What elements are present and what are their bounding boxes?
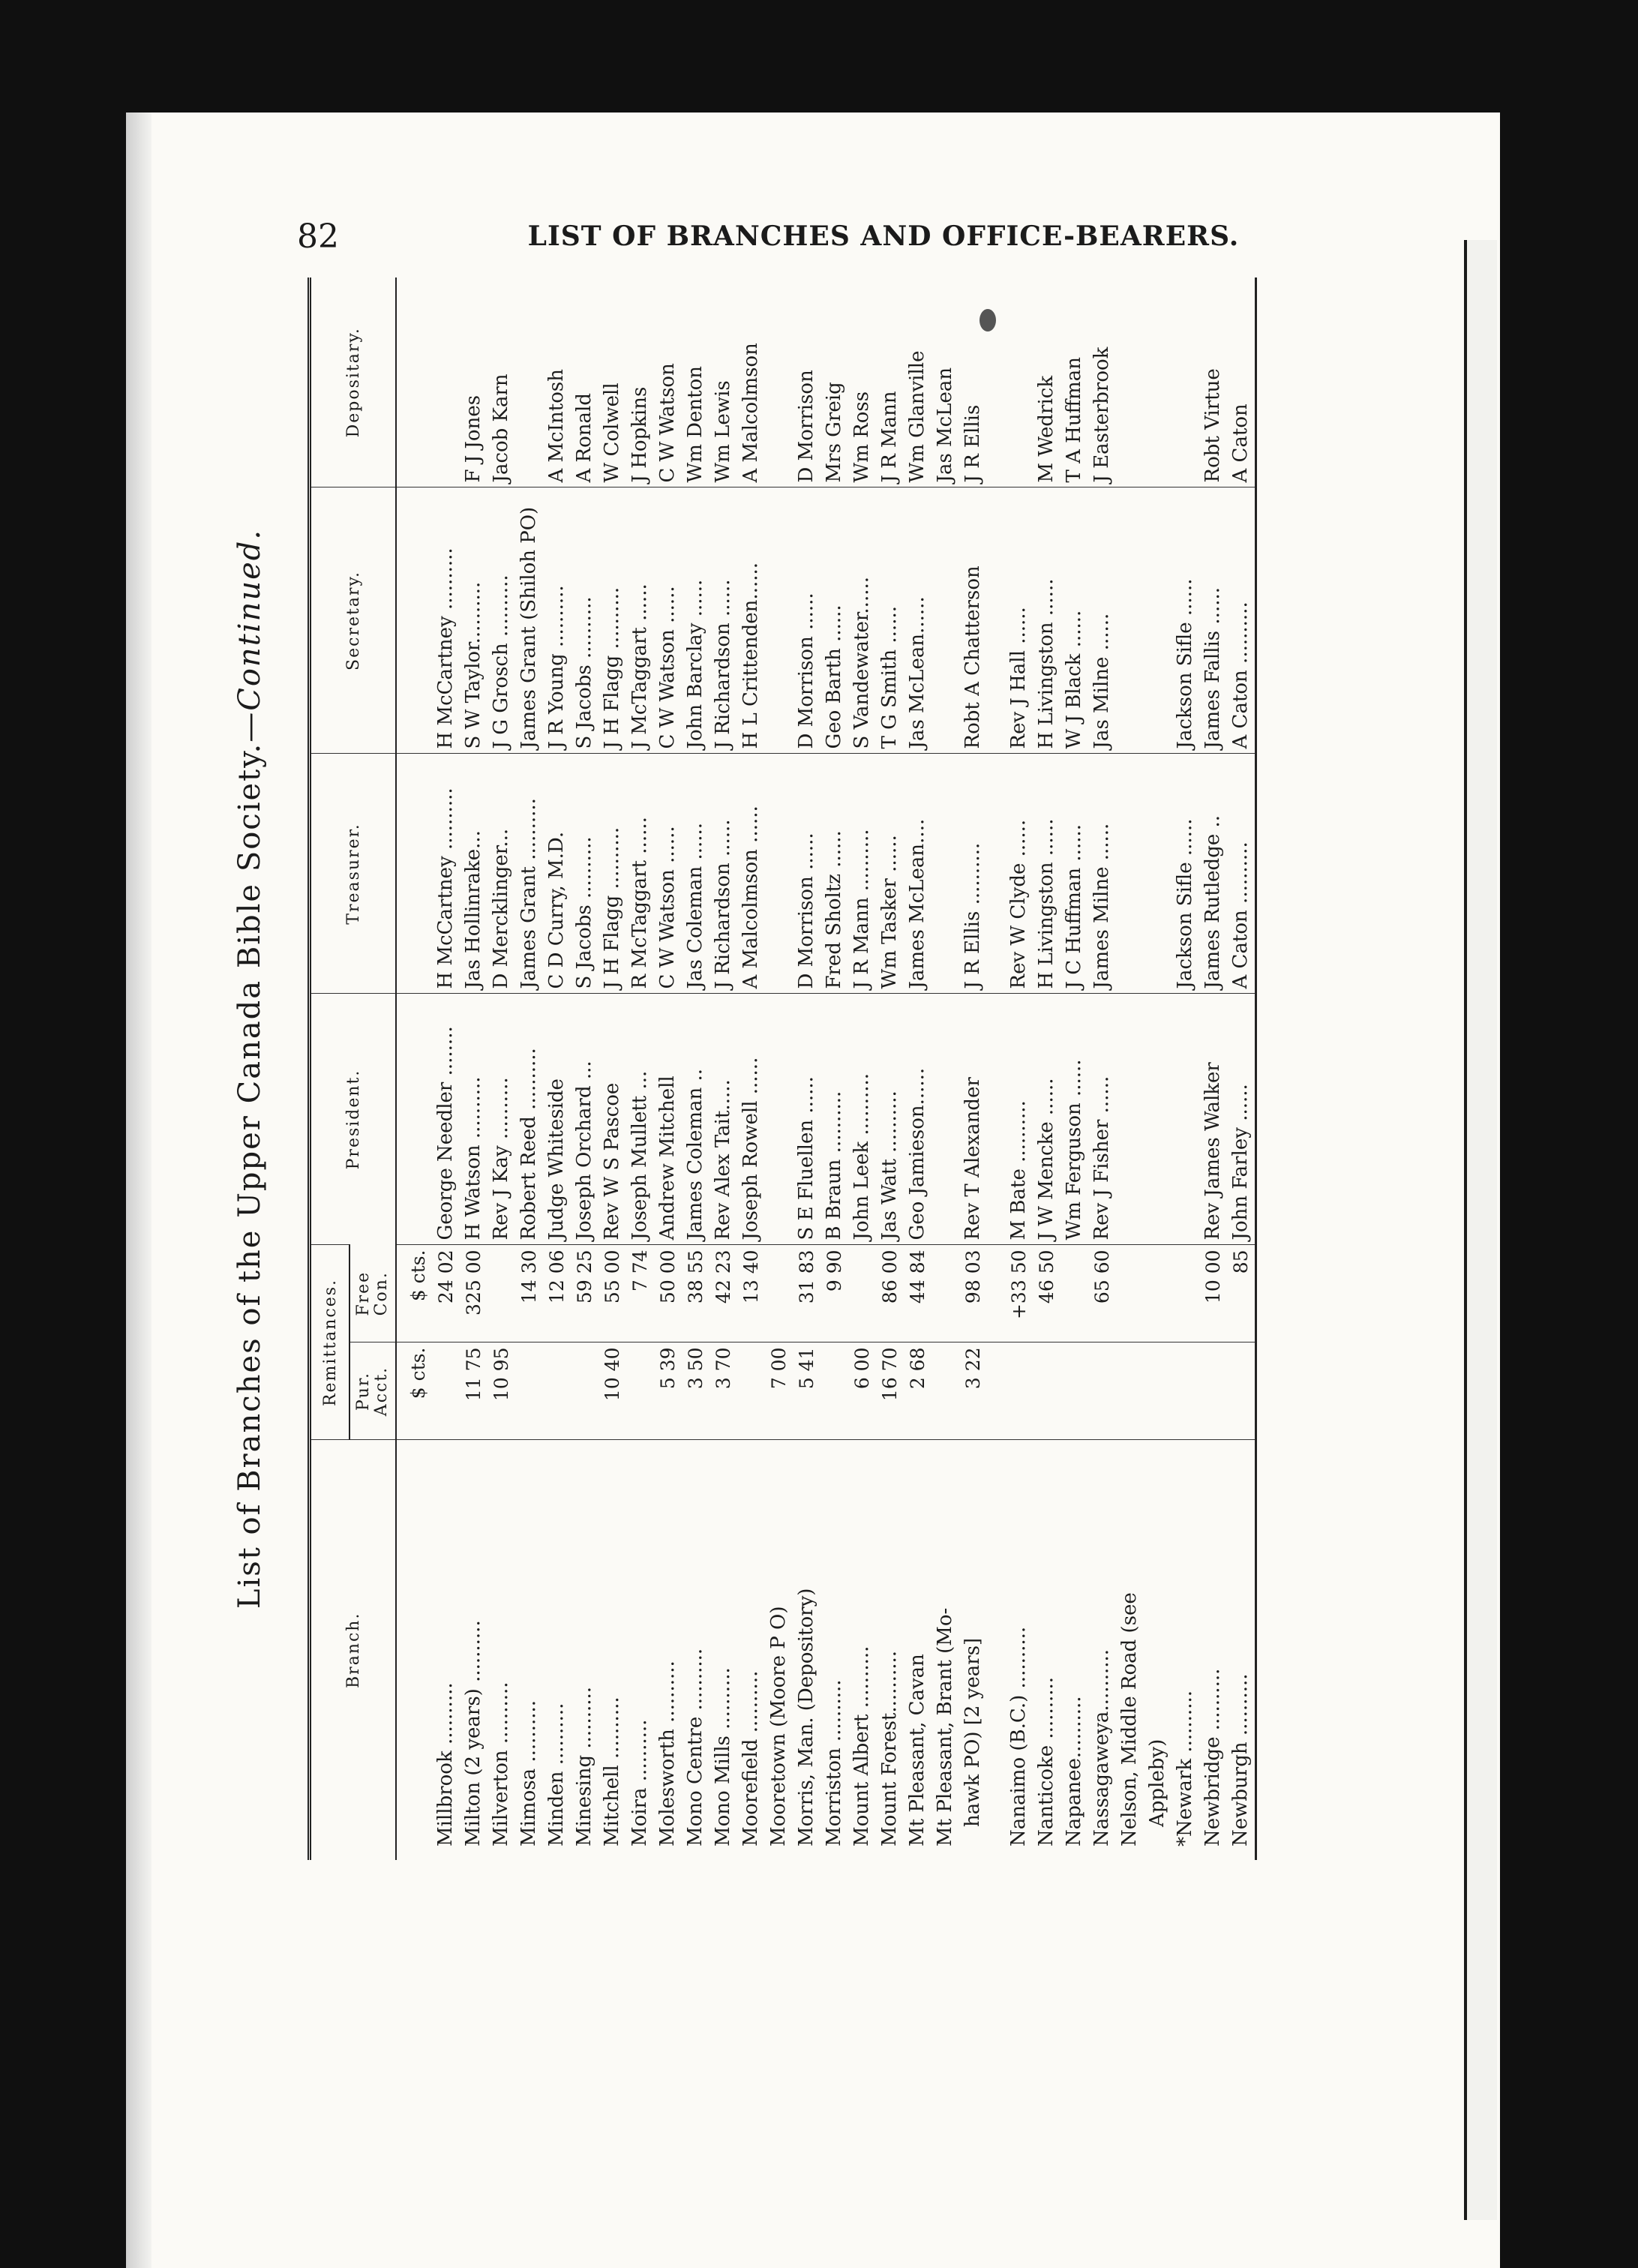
president-cell: Joseph Mullett ...	[626, 994, 654, 1245]
pur-acct-cell	[1199, 1342, 1227, 1440]
secretary-cell: J McTaggart ......	[626, 488, 654, 754]
treasurer-cell: H Livingston ......	[1033, 754, 1060, 994]
table-row	[1005, 278, 1033, 1860]
president-cell: Rev J Fisher ......	[1088, 994, 1116, 1245]
pur-acct-cell	[737, 1342, 765, 1440]
treasurer-cell: Jas Coleman ......	[682, 754, 710, 994]
president-cell: H Watson ..........	[460, 994, 488, 1245]
free-con-cell: $ cts.	[396, 1245, 432, 1342]
branch-cell: Mooretown (Moore P O)	[765, 1440, 793, 1860]
header-pur-acct: Pur. Acct.	[350, 1342, 396, 1440]
pur-acct-cell	[820, 1342, 848, 1440]
branch-cell: *Newark ..........	[1172, 1440, 1199, 1860]
free-con-cell: 85	[1227, 1245, 1256, 1342]
secretary-cell: D Morrison ......	[793, 488, 820, 754]
depositary-cell: M Wedrick	[1035, 375, 1058, 483]
treasurer-cell: C D Curry, M.D.	[543, 754, 571, 994]
table-row	[1144, 278, 1172, 1860]
secretary-cell: S W Taylor..........	[460, 488, 488, 754]
branch-cell: Mimosa ..........	[515, 1440, 543, 1860]
header-secretary: Secretary.	[310, 488, 397, 754]
branch-cell: Mount Albert ..........	[848, 1440, 876, 1860]
table-row	[737, 278, 765, 1860]
pur-acct-cell: 10 95	[488, 1342, 515, 1440]
pur-acct-cell	[543, 1342, 571, 1440]
depositary-cell: Wm Lewis	[712, 380, 735, 483]
secretary-cell: Robt A Chatterson	[959, 488, 987, 754]
treasurer-cell	[1116, 754, 1144, 994]
table-title	[232, 278, 267, 1860]
free-con-cell: 55 00	[598, 1245, 626, 1342]
president-cell: Rev W S Pascoe	[598, 994, 626, 1245]
pur-acct-cell: 3 22	[959, 1342, 987, 1440]
treasurer-cell: Fred Sholtz ......	[820, 754, 848, 994]
running-head: LIST OF BRANCHES AND OFFICE-BEARERS.	[527, 220, 1240, 252]
president-cell	[987, 994, 1005, 1245]
treasurer-cell: Jas Hollinrake...	[460, 754, 488, 994]
header-remittances: Remittances.	[310, 1245, 350, 1440]
depositary-cell: A McIntosh	[545, 369, 568, 483]
table-row	[432, 278, 460, 1860]
free-con-cell	[987, 1245, 1005, 1342]
depositary-cell: Wm Denton	[684, 366, 707, 483]
treasurer-cell: James Milne ......	[1088, 754, 1116, 994]
pur-acct-cell	[626, 1342, 654, 1440]
branch-cell: Mitchell ..........	[598, 1440, 626, 1860]
free-con-cell: 9 90	[820, 1245, 848, 1342]
depositary-cell: D Morrison	[795, 370, 818, 483]
pur-acct-cell: 5 39	[654, 1342, 682, 1440]
treasurer-cell: James McLean....	[904, 754, 932, 994]
pur-acct-cell: 11 75	[460, 1342, 488, 1440]
pur-acct-cell	[1060, 1342, 1088, 1440]
table-row	[654, 278, 682, 1860]
secretary-cell: Jas Milne ......	[1088, 488, 1116, 754]
secretary-cell: S Vandewater......	[848, 488, 876, 754]
depositary-cell: A Malcolmson	[740, 343, 763, 483]
depositary-cell	[765, 278, 793, 488]
depositary-cell: Mrs Greig	[823, 382, 846, 483]
table-title-text: List of Branches of the Upper Canada Bible Society.	[232, 742, 267, 1610]
rotated-table-block	[232, 278, 1252, 1860]
president-cell: M Bate ..........	[1005, 994, 1033, 1245]
president-cell: John Farley ......	[1227, 994, 1256, 1245]
treasurer-cell: Rev W Clyde ......	[1005, 754, 1033, 994]
depositary-cell: T A Huffman	[1063, 357, 1086, 483]
free-con-cell: 10 00	[1199, 1245, 1227, 1342]
pur-acct-cell	[1033, 1342, 1060, 1440]
secretary-cell: Rev J Hall ......	[1005, 488, 1033, 754]
branch-cell: Nanaimo (B.C.) ..........	[1005, 1440, 1033, 1860]
depositary-cell: Robt Virtue	[1202, 368, 1225, 483]
free-con-cell: 12 06	[543, 1245, 571, 1342]
table-row	[820, 278, 848, 1860]
branch-cell	[396, 1440, 432, 1860]
pur-acct-cell: 3 70	[710, 1342, 737, 1440]
pur-acct-cell	[1116, 1342, 1144, 1440]
header-treasurer: Treasurer.	[310, 754, 397, 994]
branch-cell: Mono Centre ..........	[682, 1440, 710, 1860]
free-con-cell	[765, 1245, 793, 1342]
treasurer-cell: Wm Tasker ......	[876, 754, 904, 994]
depositary-cell: Jacob Karn	[490, 374, 513, 483]
branch-cell: Mono Mills ..........	[710, 1440, 737, 1860]
secretary-cell: Jas McLean......	[904, 488, 932, 754]
free-con-cell: 14 30	[515, 1245, 543, 1342]
free-con-cell: 7 74	[626, 1245, 654, 1342]
treasurer-cell: D Mercklinger...	[488, 754, 515, 994]
pur-acct-cell: 10 40	[598, 1342, 626, 1440]
president-cell: Robert Reed ..........	[515, 994, 543, 1245]
president-cell	[396, 994, 432, 1245]
pur-acct-cell: 2 68	[904, 1342, 932, 1440]
pur-acct-cell: 6 00	[848, 1342, 876, 1440]
president-cell: Rev James Walker	[1199, 994, 1227, 1245]
treasurer-cell: J C Huffman ......	[1060, 754, 1088, 994]
branch-cell: Mt Pleasant, Cavan	[904, 1440, 932, 1860]
secretary-cell	[765, 488, 793, 754]
secretary-cell: J R Young ..........	[543, 488, 571, 754]
table-row	[1088, 278, 1116, 1860]
secretary-cell: C W Watson ......	[654, 488, 682, 754]
depositary-cell: J Hopkins	[628, 386, 652, 483]
free-con-cell: 50 00	[654, 1245, 682, 1342]
secretary-cell: Jackson Sifle ......	[1172, 488, 1199, 754]
table-row	[876, 278, 904, 1860]
secretary-cell: S Jacobs ..........	[571, 488, 598, 754]
secretary-cell: J H Flagg ..........	[598, 488, 626, 754]
header-depositary: Depositary.	[310, 278, 397, 488]
secretary-cell: James Grant (Shiloh PO)	[515, 488, 543, 754]
depositary-cell: C W Watson	[656, 363, 680, 483]
free-con-cell: 44 84	[904, 1245, 932, 1342]
pur-acct-cell: 5 41	[793, 1342, 820, 1440]
table-row	[793, 278, 820, 1860]
pur-acct-cell: 3 50	[682, 1342, 710, 1440]
table-row	[1033, 278, 1060, 1860]
free-con-cell: 59 25	[571, 1245, 598, 1342]
free-con-cell: 46 50	[1033, 1245, 1060, 1342]
president-cell: Rev Alex Tait.....	[710, 994, 737, 1245]
header-president: President.	[310, 994, 397, 1245]
depositary-cell	[515, 278, 543, 488]
secretary-cell	[1116, 488, 1144, 754]
branch-cell: Minesing ..........	[571, 1440, 598, 1860]
free-con-cell	[1060, 1245, 1088, 1342]
free-con-cell: 31 83	[793, 1245, 820, 1342]
pur-acct-cell	[1005, 1342, 1033, 1440]
free-con-cell: 24 02	[432, 1245, 460, 1342]
table-row	[710, 278, 737, 1860]
table-row	[1227, 278, 1256, 1860]
depositary-cell	[1116, 278, 1144, 488]
pur-acct-cell	[1172, 1342, 1199, 1440]
president-cell	[1116, 994, 1144, 1245]
secretary-cell: H McCartney ..........	[432, 488, 460, 754]
pur-acct-cell	[571, 1342, 598, 1440]
treasurer-cell: C W Watson ......	[654, 754, 682, 994]
branch-cell: Moorefield ..........	[737, 1440, 765, 1860]
president-cell: B Braun ..........	[820, 994, 848, 1245]
table-row	[1172, 278, 1199, 1860]
depositary-cell: W Colwell	[601, 382, 624, 483]
free-con-cell	[1116, 1245, 1144, 1342]
free-con-cell	[1144, 1245, 1172, 1342]
secretary-cell: W J Black ......	[1060, 488, 1088, 754]
free-con-cell: 38 55	[682, 1245, 710, 1342]
treasurer-cell: James Grant ..........	[515, 754, 543, 994]
secretary-cell: J G Grosch ..........	[488, 488, 515, 754]
president-cell: Wm Ferguson ......	[1060, 994, 1088, 1245]
branch-cell: Morris, Man. (Depository)	[793, 1440, 820, 1860]
table-row	[987, 278, 1005, 1860]
president-cell: George Needler ........	[432, 994, 460, 1245]
president-cell: Judge Whiteside	[543, 994, 571, 1245]
secretary-cell	[932, 488, 959, 754]
branch-cell: Nelson, Middle Road (see	[1116, 1440, 1144, 1860]
depositary-cell: F J Jones	[462, 394, 485, 483]
table-row	[571, 278, 598, 1860]
branch-cell: Mount Forest..........	[876, 1440, 904, 1860]
treasurer-cell: S Jacobs ..........	[571, 754, 598, 994]
table-row	[959, 278, 987, 1860]
president-cell: Geo Jamieson......	[904, 994, 932, 1245]
treasurer-cell: J R Mann ..........	[848, 754, 876, 994]
pur-acct-cell: 16 70	[876, 1342, 904, 1440]
president-cell	[932, 994, 959, 1245]
table-row	[515, 278, 543, 1860]
treasurer-cell: A Malcolmson ......	[737, 754, 765, 994]
president-cell: J W Mencke ......	[1033, 994, 1060, 1245]
depositary-cell: A Ronald	[573, 393, 596, 483]
free-con-cell: 86 00	[876, 1245, 904, 1342]
table-row	[543, 278, 571, 1860]
pur-acct-cell	[1088, 1342, 1116, 1440]
secretary-cell: J Richardson ......	[710, 488, 737, 754]
free-con-cell	[488, 1245, 515, 1342]
free-con-cell: 42 23	[710, 1245, 737, 1342]
branch-cell: Minden ..........	[543, 1440, 571, 1860]
depositary-cell	[987, 278, 1005, 488]
depositary-cell: J Easterbrook	[1090, 346, 1114, 483]
treasurer-cell	[987, 754, 1005, 994]
treasurer-cell: J Richardson ......	[710, 754, 737, 994]
table-row	[1199, 278, 1227, 1860]
free-con-cell: 65 60	[1088, 1245, 1116, 1342]
president-cell: James Coleman ..	[682, 994, 710, 1245]
president-cell	[1144, 994, 1172, 1245]
branch-cell: Milton (2 years) ..........	[460, 1440, 488, 1860]
depositary-cell: Wm Glanville	[906, 350, 929, 483]
secretary-cell: T G Smith ......	[876, 488, 904, 754]
table-body	[396, 278, 1256, 1860]
table-row	[765, 278, 793, 1860]
secretary-cell: Geo Barth ......	[820, 488, 848, 754]
table-row	[904, 278, 932, 1860]
free-con-cell	[1172, 1245, 1199, 1342]
president-cell: Joseph Rowell ......	[737, 994, 765, 1245]
table-row	[932, 278, 959, 1860]
table-row	[396, 278, 432, 1860]
free-con-cell	[932, 1245, 959, 1342]
depositary-cell	[1005, 278, 1033, 488]
branch-cell: Morriston ..........	[820, 1440, 848, 1860]
branch-cell: Mt Pleasant, Brant (Mo-	[932, 1440, 959, 1860]
treasurer-cell: D Morrison ......	[793, 754, 820, 994]
pur-acct-cell: 7 00	[765, 1342, 793, 1440]
table-title-suffix: —Continued.	[232, 528, 267, 742]
secretary-cell	[1144, 488, 1172, 754]
depositary-cell: A Caton	[1229, 404, 1252, 483]
table-row	[488, 278, 515, 1860]
treasurer-cell: H McCartney ..........	[432, 754, 460, 994]
facing-page-edge	[1464, 240, 1497, 2220]
free-con-cell: 325 00	[460, 1245, 488, 1342]
branch-cell: Nanticoke ..........	[1033, 1440, 1060, 1860]
table-row	[626, 278, 654, 1860]
page-number: 82	[297, 218, 339, 256]
free-con-cell: 13 40	[737, 1245, 765, 1342]
branch-cell: Molesworth ..........	[654, 1440, 682, 1860]
secretary-cell	[987, 488, 1005, 754]
table-row	[848, 278, 876, 1860]
depositary-cell	[432, 278, 460, 488]
secretary-cell: H Livingston ......	[1033, 488, 1060, 754]
branch-cell: Nassagaweya..........	[1088, 1440, 1116, 1860]
branch-cell: hawk PO) [2 years]	[959, 1440, 987, 1860]
depositary-cell	[1172, 278, 1199, 488]
branch-cell: Millbrook ..........	[432, 1440, 460, 1860]
table-row	[460, 278, 488, 1860]
depositary-cell: J R Ellis	[962, 404, 985, 483]
free-con-cell: 98 03	[959, 1245, 987, 1342]
depositary-cell	[396, 278, 432, 488]
secretary-cell: H L Crittenden......	[737, 488, 765, 754]
president-cell	[765, 994, 793, 1245]
table-row	[1060, 278, 1088, 1860]
branch-cell: Napanee..........	[1060, 1440, 1088, 1860]
president-cell: Jas Watt ..........	[876, 994, 904, 1245]
treasurer-cell: J R Ellis ..........	[959, 754, 987, 994]
pur-acct-cell	[515, 1342, 543, 1440]
depositary-cell: Jas McLean	[934, 367, 957, 483]
president-cell	[1172, 994, 1199, 1245]
treasurer-cell	[1144, 754, 1172, 994]
pur-acct-cell	[432, 1342, 460, 1440]
pur-acct-cell	[932, 1342, 959, 1440]
depositary-cell	[1144, 278, 1172, 488]
secretary-cell: A Caton ..........	[1227, 488, 1256, 754]
treasurer-cell	[765, 754, 793, 994]
president-cell: Joseph Orchard ...	[571, 994, 598, 1245]
treasurer-cell: A Caton ..........	[1227, 754, 1256, 994]
pur-acct-cell	[1227, 1342, 1256, 1440]
table-row	[1116, 278, 1144, 1860]
pur-acct-cell	[987, 1342, 1005, 1440]
treasurer-cell: J H Flagg ..........	[598, 754, 626, 994]
president-cell: S E Fluellen ......	[793, 994, 820, 1245]
treasurer-cell: Jackson Sifle ......	[1172, 754, 1199, 994]
depositary-cell: J R Mann	[878, 391, 902, 483]
treasurer-cell: James Rutledge ..	[1199, 754, 1227, 994]
president-cell: Andrew Mitchell	[654, 994, 682, 1245]
free-con-cell: +33 50	[1005, 1245, 1033, 1342]
branch-cell: Milverton ..........	[488, 1440, 515, 1860]
branch-cell: Moira ..........	[626, 1440, 654, 1860]
page-fold-shadow	[126, 112, 152, 2268]
secretary-cell: John Barclay ......	[682, 488, 710, 754]
branches-table	[308, 278, 1257, 1860]
president-cell: Rev J Kay ..........	[488, 994, 515, 1245]
header-free-con: Free Con.	[350, 1245, 396, 1342]
pur-acct-cell: $ cts.	[396, 1342, 432, 1440]
secretary-cell: James Fallis ......	[1199, 488, 1227, 754]
treasurer-cell	[396, 754, 432, 994]
free-con-cell	[848, 1245, 876, 1342]
table-row	[682, 278, 710, 1860]
table-row	[598, 278, 626, 1860]
pur-acct-cell	[1144, 1342, 1172, 1440]
treasurer-cell	[932, 754, 959, 994]
president-cell: Rev T Alexander	[959, 994, 987, 1245]
header-branch: Branch.	[310, 1440, 397, 1860]
branch-cell: Appleby)	[1144, 1440, 1172, 1860]
branch-cell: Newbridge ..........	[1199, 1440, 1227, 1860]
secretary-cell	[396, 488, 432, 754]
president-cell: John Leek ..........	[848, 994, 876, 1245]
treasurer-cell: R McTaggart ......	[626, 754, 654, 994]
depositary-cell: Wm Ross	[850, 391, 874, 483]
branch-cell: Newburgh ..........	[1227, 1440, 1256, 1860]
branch-cell	[987, 1440, 1005, 1860]
